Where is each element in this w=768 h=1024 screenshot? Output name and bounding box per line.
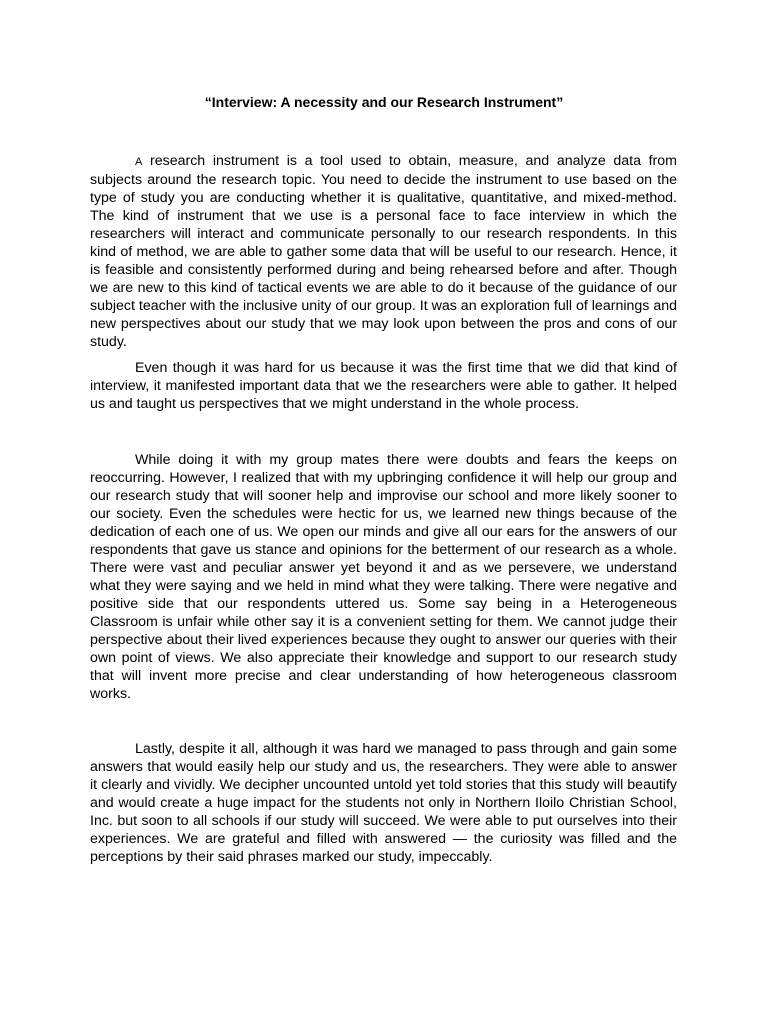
paragraph-3: While doing it with my group mates there were doubts and fears the keeps on reoccurring. However, I realized that with my upbringing confidence it will help our group and our research study that will sooner help and improvise our school and more likely sooner to our society. Even the schedules were hectic for us, we learned new things because of the dedication of each one of us. We open our minds and give all our ears for the answers of our respondents that gave us stance and opinions for the betterment of our research as a whole. There were vast and peculiar answer yet beyond it and as we persevere, we understand what they were saying and we held in mind what they were talking. There were negative and positive side that our respondents uttered us. Some say being in a Heterogeneous Classroom is unfair while other say it is a convenient setting for them. We cannot judge their perspective about their lived experiences because they ought to answer our queries with their own point of views. We also appreciate their knowledge and support to our research study that will invent more precise and clear understanding of how heterogeneous classroom works. [90, 452, 677, 702]
paragraph-4: Lastly, despite it all, although it was hard we managed to pass through and gain some answers that would easily help our study and us, the researchers. They were able to answer it clearly and vividly. We decipher uncounted untold yet told stories that this study will beautify and would create a huge impact for the students not only in Northern Iloilo Christian School, Inc. but soon to all schools if our study will succeed. We were able to put ourselves into their experiences. We are grateful and filled with answered — the curiosity was filled and the perceptions by their said phrases marked our study, impeccably. [90, 741, 677, 865]
paragraph-1-text: research instrument is a tool used to obtain, measure, and analyze data from subjects around the research topic. You need to decide the instrument to use based on the type of study you are conducting whether it is qualitative, quantitative, and mixed-method. The kind of instrument that we use is a personal face to face interview in which the researchers will interact and communicate personally to our research respondents. In this kind of method, we are able to gather some data that will be useful to our research. Hence, it is feasible and consistently performed during and being rehearsed before and after. Though we are new to this kind of tactical events we are able to do it because of the guidance of our subject teacher with the inclusive unity of our group. It was an exploration full of learnings and new perspectives about our study that we may look upon between the pros and cons of our study. [90, 153, 677, 350]
paragraph-1 [90, 152, 677, 351]
paragraph-1-lead-letter: A [135, 156, 143, 168]
document-title: “Interview: A necessity and our Research Instrument” [204, 94, 564, 110]
paragraph-2: Even though it was hard for us because it was the first time that we did that kind of interview, it manifested important data that we the researchers were able to gather. It helped us and taught us perspectives that we might understand in the whole process. [90, 360, 677, 412]
